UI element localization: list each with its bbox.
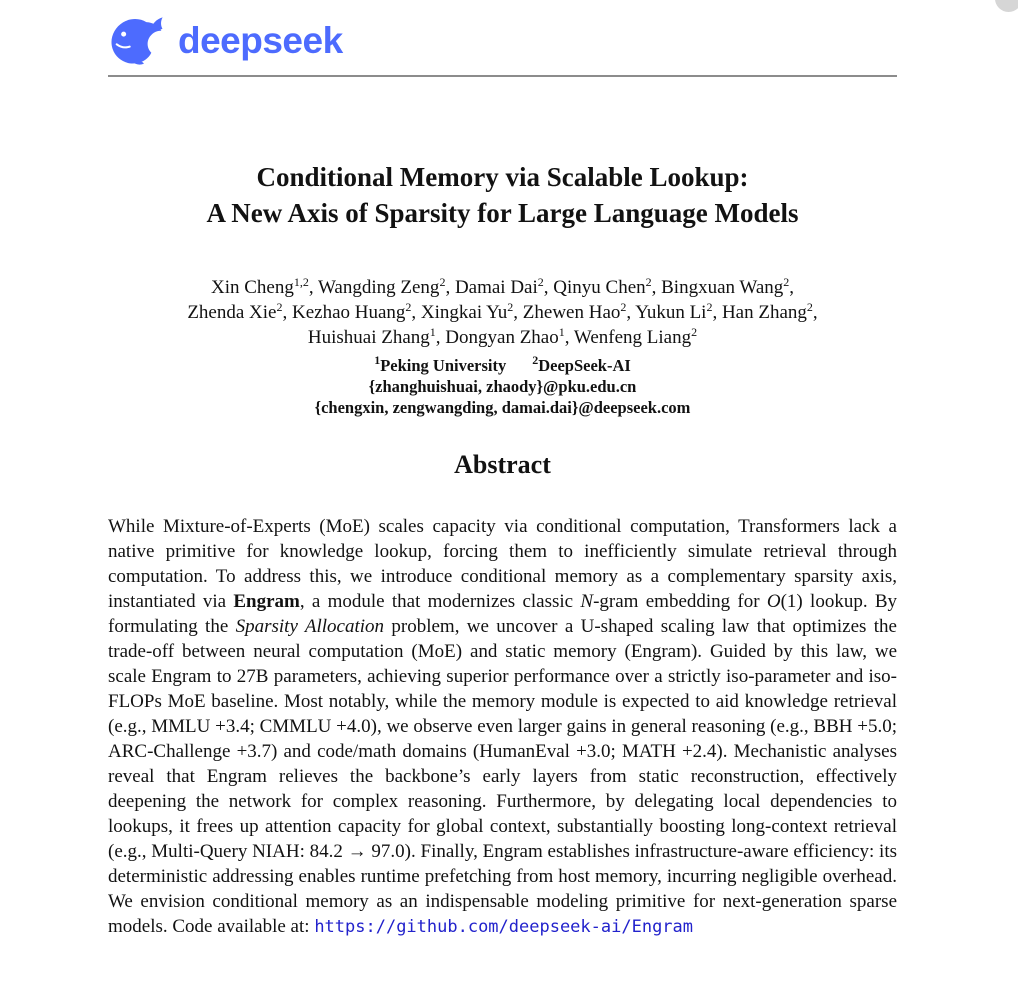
email-line-pku: {zhanghuishuai, zhaody}@pku.edu.cn [368, 377, 637, 396]
paper-content [108, 159, 897, 940]
affiliation-2-name: DeepSeek-AI [538, 356, 631, 375]
abstract-heading: Abstract [454, 450, 551, 479]
deepseek-wordmark: deepseek [178, 19, 343, 61]
author-list [108, 275, 897, 350]
code-repo-link[interactable]: https://github.com/deepseek-ai/Engram [314, 917, 694, 937]
deepseek-logo [108, 16, 897, 68]
header-divider [108, 75, 897, 77]
author-line-2: Zhenda Xie$^2$, Kezhao Huang$^2$, Xingkai Yu$^2$, Zhewen Hao$^2$, Yukun Li$^2$, Han Zhang$^2$, [187, 300, 818, 323]
author-line-1: Xin Cheng$^{1,2}$, Wangding Zeng$^2$, Damai Dai$^2$, Qinyu Chen$^2$, Bingxuan Wang$^2$, [210, 275, 795, 298]
affiliation-1-name: Peking University [380, 356, 507, 375]
author-line-3: Huishuai Zhang$^1$, Dongyan Zhao$^1$, Wenfeng Liang$^2$ [307, 325, 698, 348]
abstract-paragraph [108, 514, 897, 940]
email-line-deepseek: {chengxin, zengwangding, damai.dai}@deepseek.com [314, 398, 691, 417]
contact-emails [108, 376, 897, 418]
affiliation-1-marker: 1 [374, 353, 381, 367]
affiliations [108, 353, 897, 376]
affiliation-peking-university [374, 353, 507, 375]
title-line-1: Conditional Memory via Scalable Lookup: [256, 162, 749, 192]
header [0, 0, 1018, 77]
affiliation-2-marker: 2 [532, 353, 539, 367]
abstract-text: While Mixture-of-Experts (MoE) scales capacity via conditional computation, Transformers lack a native primitive for knowledge lookup, forcing them to inefficiently simulate retrieval through computation. To address this, we introduce conditional memory as a complementary sparsity axis, instantiated via Engram, a module that modernizes classic N-gram embedding for O(1) lookup. By formulating the Sparsity Allocation problem, we uncover a U-shaped scaling law that optimizes the trade-off between neural computation (MoE) and static memory (Engram). Guided by this law, we scale Engram to 27B parameters, achieving superior performance over a strictly iso-parameter and iso-FLOPs MoE baseline. Most notably, while the memory module is expected to aid knowledge retrieval (e.g., MMLU +3.4; CMMLU +4.0), we observe even larger gains in general reasoning (e.g., BBH +5.0; ARC-Challenge +3.7) and code/math domains (HumanEval +3.0; MATH +2.4). Mechanistic analyses reveal that Engram relieves the backbone’s early layers from static reconstruction, effectively deepening the network for complex reasoning. Furthermore, by delegating local dependencies to lookups, it frees up attention capacity for global context, substantially boosting long-context retrieval (e.g., Multi-Query NIAH: 84.2 → 97.0). Finally, Engram establishes infrastructure-aware efficiency: its deterministic addressing enables runtime prefetching from host memory, incurring negligible overhead. We envision conditional memory as an indispensable modeling primitive for next-generation sparse models. Code available at: [108, 516, 898, 937]
affiliation-deepseek-ai [532, 353, 631, 375]
paper-title [108, 159, 897, 231]
deepseek-whale-icon [108, 17, 168, 67]
title-line-2: A New Axis of Sparsity for Large Language Models [206, 198, 799, 228]
